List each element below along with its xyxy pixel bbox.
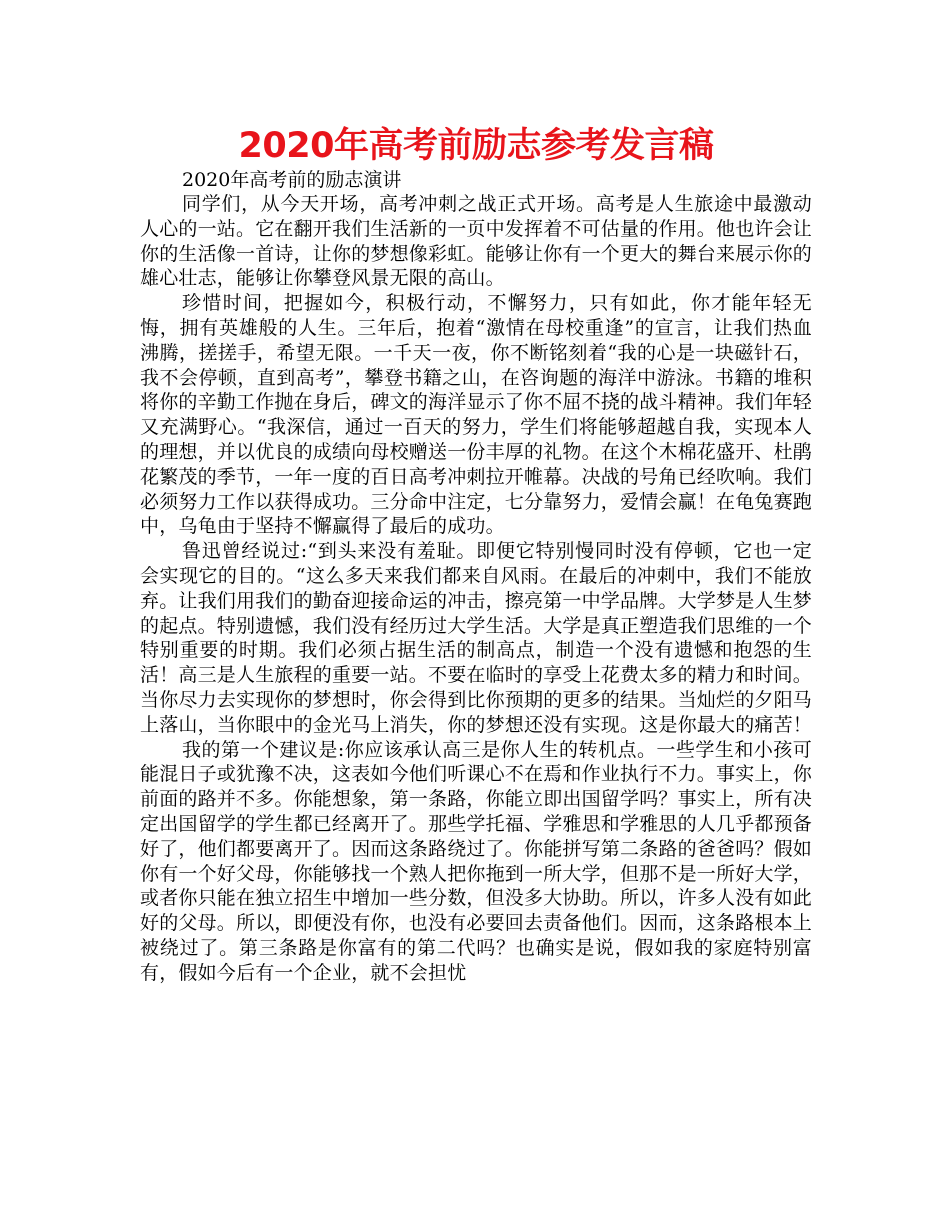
document-page — [140, 122, 812, 986]
document-title: 2020年高考前励志参考发言稿 — [238, 126, 714, 166]
paragraph-2: 珍惜时间，把握如今，积极行动，不懈努力，只有如此，你才能年轻无悔，拥有英雄般的人生。三年后，抱着“激情在母校重逢”的宣言，让我们热血沸腾，搓搓手，希望无限。一千天一夜，你不断铭刻着“我的心是一块磁针石，我不会停顿，直到高考”，攀登书籍之山，在咨询题的海洋中游泳。书籍的堆积将你的辛勤工作抛在身后，碑文的海洋显示了你不屈不挠的战斗精神。我们年轻又充满野心。“我深信，通过一百天的努力，学生们将能够超越自我，实现本人的理想，并以优良的成绩向母校赠送一份丰厚的礼物。在这个木棉花盛开、杜鹃花繁茂的季节，一年一度的百日高考冲刺拉开帷幕。决战的号角已经吹响。我们必须努力工作以获得成功。三分命中注定，七分靠努力，爱情会赢！在龟兔赛跑中，乌龟由于坚持不懈赢得了最后的成功。 — [140, 292, 813, 538]
paragraph-3: 鲁迅曾经说过:“到头来没有羞耻。即便它特别慢同时没有停顿，它也一定会实现它的目的。“这么多天来我们都来自风雨。在最后的冲刺中，我们不能放弃。让我们用我们的勤奋迎接命运的冲击，擦亮第一中学品牌。大学梦是人生梦的起点。特别遗憾，我们没有经历过大学生活。大学是真正塑造我们思维的一个特别重要的时期。我们必须占据生活的制高点，制造一个没有遗憾和抱怨的生活！高三是人生旅程的重要一站。不要在临时的享受上花费太多的精力和时间。当你尽力去实现你的梦想时，你会得到比你预期的更多的结果。当灿烂的夕阳马上落山，当你眼中的金光马上消失，你的梦想还没有实现。这是你最大的痛苦！ — [140, 540, 813, 736]
paragraph-1: 同学们，从今天开场，高考冲刺之战正式开场。高考是人生旅途中最激动人心的一站。它在翻开我们生活新的一页中发挥着不可估量的作用。他也许会让你的生活像一首诗，让你的梦想像彩虹。能够让你有一个更大的舞台来展示你的雄心壮志，能够让你攀登风景无限的高山。 — [140, 193, 813, 290]
paragraph-4: 我的第一个建议是:你应该承认高三是你人生的转机点。一些学生和小孩可能混日子或犹豫不决，这表如今他们听课心不在焉和作业执行不力。事实上，你前面的路并不多。你能想象，第一条路，你能立即出国留学吗？事实上，所有决定出国留学的学生都已经离开了。那些学托福、学雅思和学雅思的人几乎都预备好了，他们都要离开了。因而这条路绕过了。你能拼写第二条路的爸爸吗？假如你有一个好父母，你能够找一个熟人把你拖到一所大学，但那不是一所好大学，或者你只能在独立招生中增加一些分数，但没多大协助。所以，许多人没有如此好的父母。所以，即便没有你，也没有必要回去责备他们。因而，这条路根本上被绕过了。第三条路是你富有的第二代吗？也确实是说，假如我的家庭特别富有，假如今后有一个企业，就不会担忧 — [140, 738, 813, 984]
document-subtitle: 2020年高考前的励志演讲 — [182, 169, 402, 191]
